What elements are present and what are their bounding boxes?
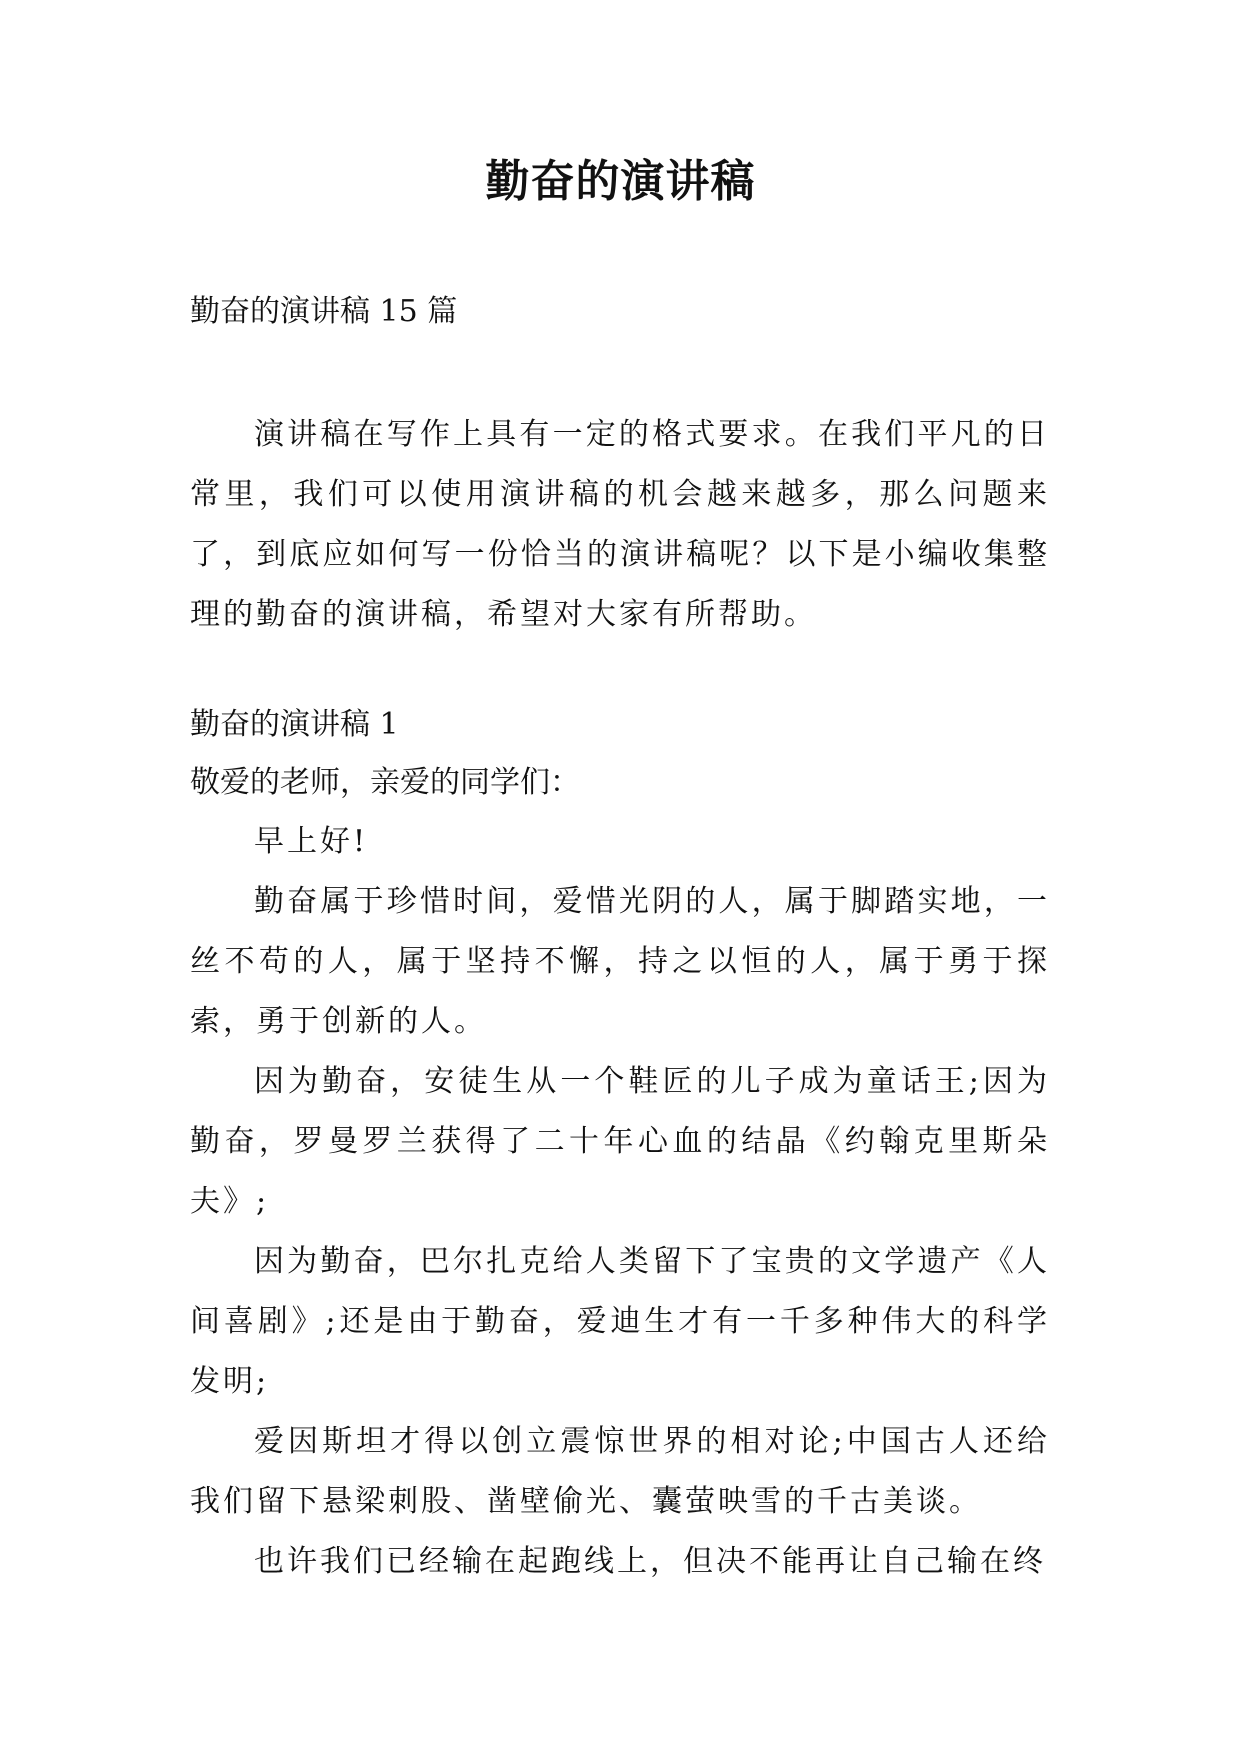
salutation: 敬爱的老师，亲爱的同学们： [190,765,580,800]
body-paragraph: 爱因斯坦才得以创立震惊世界的相对论;中国古人还给我们留下悬梁刺股、凿壁偷光、囊萤映雪的千古美谈。 [190,1424,1050,1519]
speech-section-1 [190,696,1050,1592]
section-heading: 勤奋的演讲稿 1 [190,707,399,742]
document-subtitle: 勤奋的演讲稿 15 篇 [190,294,458,329]
body-paragraph: 也许我们已经输在起跑线上，但决不能再让自己输在终 [254,1544,1046,1579]
body-paragraph: 因为勤奋，巴尔扎克给人类留下了宝贵的文学遗产《人间喜剧》;还是由于勤奋，爱迪生才有一千多种伟大的科学发明; [190,1244,1050,1399]
document-title: 勤奋的演讲稿 [485,156,756,207]
body-paragraph: 早上好! [254,824,369,859]
body-paragraph: 勤奋属于珍惜时间，爱惜光阴的人，属于脚踏实地，一丝不苟的人，属于坚持不懈，持之以恒的人，属于勇于探索，勇于创新的人。 [190,884,1050,1039]
body-paragraph: 因为勤奋，安徒生从一个鞋匠的儿子成为童话王;因为勤奋，罗曼罗兰获得了二十年心血的结晶《约翰克里斯朵夫》; [190,1064,1050,1219]
intro-paragraph: 演讲稿在写作上具有一定的格式要求。在我们平凡的日常里，我们可以使用演讲稿的机会越来越多，那么问题来了，到底应如何写一份恰当的演讲稿呢？以下是小编收集整理的勤奋的演讲稿，希望对大家有所帮助。 [190,417,1050,632]
